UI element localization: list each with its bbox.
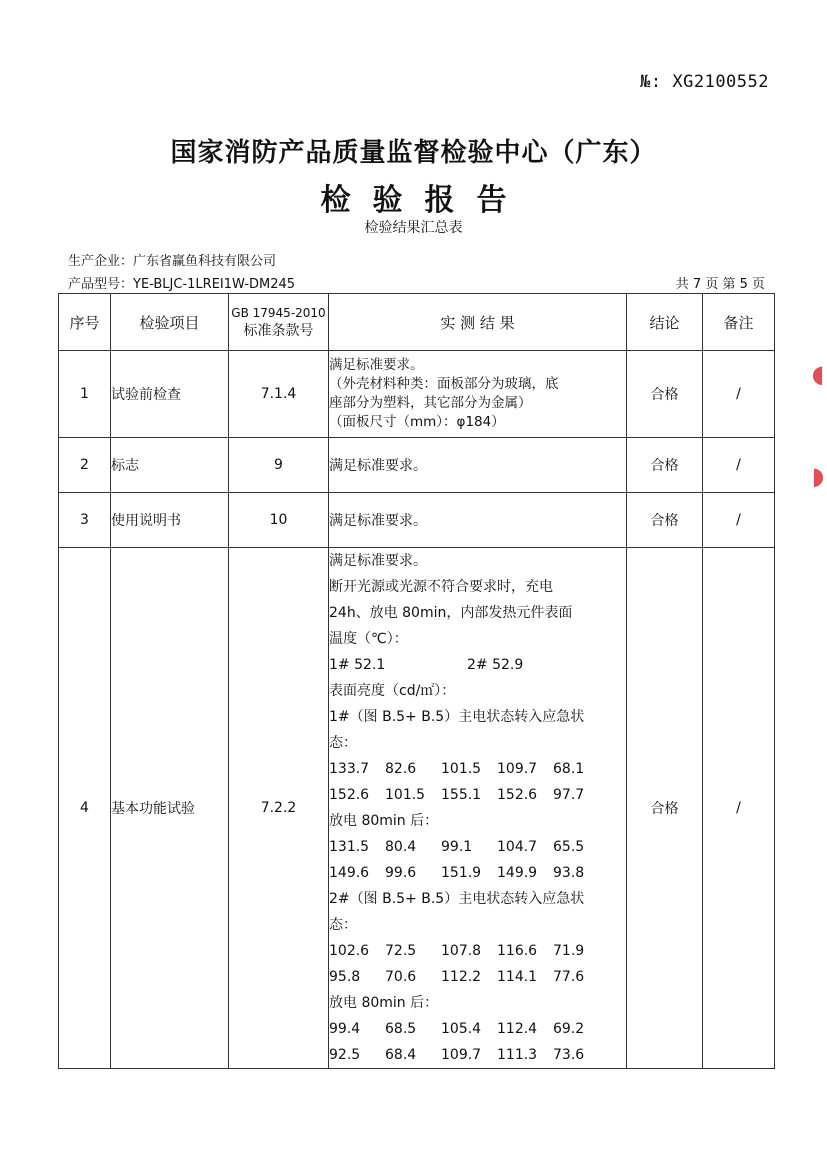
row-result — [329, 438, 627, 493]
value: 68.5 — [385, 1021, 417, 1037]
header-standard-label: 标准条款号 — [243, 323, 314, 339]
result-line: 满足标准要求。 — [329, 553, 427, 569]
results-table — [58, 293, 775, 1069]
value-row — [329, 938, 626, 964]
value-row — [329, 834, 626, 860]
group-heading: 1#（图 B.5+ B.5）主电状态转入应急状 — [329, 709, 585, 725]
row-item: 基本功能试验 — [111, 548, 229, 1069]
header-item: 检验项目 — [111, 294, 229, 351]
group-heading: 态： — [329, 735, 357, 751]
row-note: / — [703, 438, 775, 493]
row-note: / — [703, 548, 775, 1069]
table-header-row — [59, 294, 775, 351]
document-subtitle: 检验结果汇总表 — [364, 220, 463, 236]
row-item: 试验前检查 — [111, 351, 229, 438]
value: 97.7 — [553, 787, 585, 803]
after-discharge-label: 放电 80min 后： — [329, 813, 439, 829]
row-seq: 2 — [59, 438, 111, 493]
manufacturer-line: 生产企业：广东省赢鱼科技有限公司 — [68, 254, 277, 269]
result-line: 温度（℃）： — [329, 631, 408, 647]
value: 99.6 — [385, 865, 417, 881]
row-result — [329, 493, 627, 548]
header-note: 备注 — [703, 294, 775, 351]
value: 101.5 — [385, 787, 426, 803]
row-seq: 1 — [59, 351, 111, 438]
value: 99.1 — [441, 839, 473, 855]
seal-stamp-fragment: ◗ — [811, 462, 825, 490]
value: 68.1 — [553, 761, 585, 777]
value: 68.4 — [385, 1047, 417, 1063]
table-row — [59, 438, 775, 493]
value: 112.4 — [497, 1021, 538, 1037]
after-discharge-label: 放电 80min 后： — [329, 995, 439, 1011]
temperature-values — [329, 652, 626, 678]
row-result — [329, 351, 627, 438]
value: 65.5 — [553, 839, 585, 855]
row-verdict: 合格 — [627, 438, 703, 493]
value: 114.1 — [497, 969, 538, 985]
header-standard-code: GB 17945-2010 — [231, 306, 326, 320]
value: 77.6 — [553, 969, 585, 985]
row-clause: 7.2.2 — [229, 548, 329, 1069]
value: 155.1 — [441, 787, 482, 803]
row-clause: 10 — [229, 493, 329, 548]
result-line: 满足标准要求。 — [329, 513, 427, 529]
value: 101.5 — [441, 761, 482, 777]
row-verdict: 合格 — [627, 493, 703, 548]
result-line: 24h、放电 80min，内部发热元件表面 — [329, 605, 573, 621]
value: 131.5 — [329, 839, 370, 855]
value: 69.2 — [553, 1021, 585, 1037]
value: 71.9 — [553, 943, 585, 959]
header-result: 实 测 结 果 — [329, 294, 627, 351]
organization-name: 国家消防产品质量监督检验中心（广东） — [170, 138, 657, 168]
row-seq: 3 — [59, 493, 111, 548]
value-row — [329, 756, 626, 782]
value: 80.4 — [385, 839, 417, 855]
model-line: 产品型号：YE-BLJC-1LREⅠ1W-DM245 — [68, 277, 296, 292]
value: 151.9 — [441, 865, 482, 881]
value-row — [329, 1016, 626, 1042]
row-result — [329, 548, 627, 1069]
value-row — [329, 964, 626, 990]
value: 105.4 — [441, 1021, 482, 1037]
result-line: 座部分为塑料，其它部分为金属） — [329, 395, 532, 411]
value-row — [329, 1042, 626, 1068]
value: 109.7 — [497, 761, 538, 777]
row-item: 标志 — [111, 438, 229, 493]
result-line: （面板尺寸（mm）：φ184） — [329, 414, 505, 430]
value: 104.7 — [497, 839, 538, 855]
value: 102.6 — [329, 943, 370, 959]
group-heading: 2#（图 B.5+ B.5）主电状态转入应急状 — [329, 891, 585, 907]
value: 70.6 — [385, 969, 417, 985]
value: 152.6 — [497, 787, 538, 803]
row-note: / — [703, 351, 775, 438]
value: 107.8 — [441, 943, 482, 959]
value: 72.5 — [385, 943, 417, 959]
table-row — [59, 351, 775, 438]
table-row — [59, 493, 775, 548]
row-verdict: 合格 — [627, 351, 703, 438]
value: 73.6 — [553, 1047, 585, 1063]
value: 133.7 — [329, 761, 370, 777]
result-line: 断开光源或光源不符合要求时，充电 — [329, 579, 553, 595]
row-clause: 7.1.4 — [229, 351, 329, 438]
value: 149.6 — [329, 865, 370, 881]
temperature-value: 1# 52.1 — [329, 657, 386, 673]
seal-stamp-fragment: ◖ — [811, 360, 825, 388]
row-seq: 4 — [59, 548, 111, 1069]
value: 82.6 — [385, 761, 417, 777]
value: 149.9 — [497, 865, 538, 881]
group-heading: 态： — [329, 917, 357, 933]
header-standard — [229, 294, 329, 351]
row-item: 使用说明书 — [111, 493, 229, 548]
header-verdict: 结论 — [627, 294, 703, 351]
result-line: （外壳材料种类：面板部分为玻璃，底 — [329, 376, 559, 392]
value: 92.5 — [329, 1047, 361, 1063]
row-clause: 9 — [229, 438, 329, 493]
value: 116.6 — [497, 943, 538, 959]
result-line: 满足标准要求。 — [329, 458, 427, 474]
page-count: 共 7 页 第 5 页 — [675, 277, 765, 292]
value: 111.3 — [497, 1047, 538, 1063]
temperature-value: 2# 52.9 — [467, 657, 524, 673]
document-title: 检验报告 — [320, 183, 529, 218]
brightness-label: 表面亮度（cd/㎡）： — [329, 683, 456, 699]
value-row — [329, 782, 626, 808]
value: 112.2 — [441, 969, 482, 985]
value: 95.8 — [329, 969, 361, 985]
value: 152.6 — [329, 787, 370, 803]
value: 93.8 — [553, 865, 585, 881]
value: 109.7 — [441, 1047, 482, 1063]
result-line: 满足标准要求。 — [329, 357, 424, 373]
header-seq: 序号 — [59, 294, 111, 351]
value: 99.4 — [329, 1021, 361, 1037]
row-note: / — [703, 493, 775, 548]
row-verdict: 合格 — [627, 548, 703, 1069]
report-number: №: XG2100552 — [640, 72, 769, 92]
table-row — [59, 548, 775, 1069]
value-row — [329, 860, 626, 886]
